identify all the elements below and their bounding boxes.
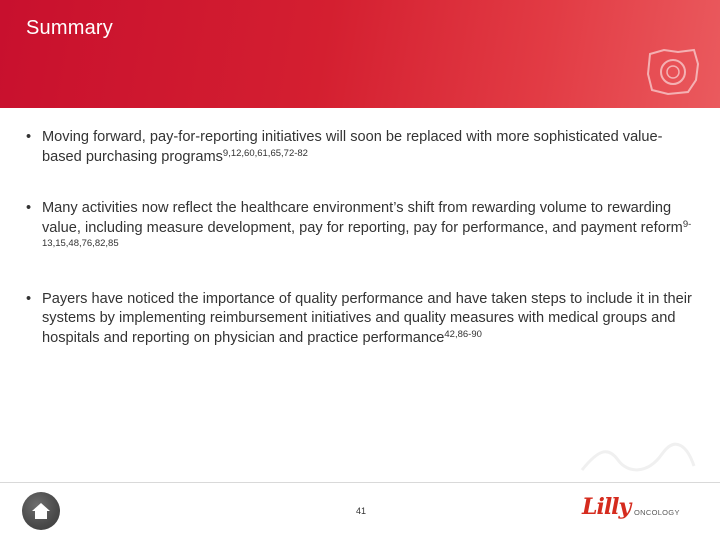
bullet-text: Moving forward, pay-for-reporting initiatives will soon be replaced with more sophisticated value-based purchasing programs [42,129,663,165]
reference-superscript: 9-13,15,48,76,82,85 [42,218,692,249]
bullet-item [26,128,698,167]
reference-superscript: 42,86-90 [444,328,482,340]
page-title: Summary [26,17,113,39]
lilly-oncology-logo [582,494,692,524]
bullet-text: Payers have noticed the importance of quality performance and have taken steps to include it in their systems by implementing reimbursement initiatives and quality measures with medical groups and hospitals and reporting on physician and practice performance [42,290,692,346]
bullet-marker: • [26,290,32,307]
seal-emblem-icon [644,46,702,96]
bullet-list [26,126,698,348]
bullet-marker: • [26,200,32,216]
watermark-graphic [578,440,698,476]
footer-divider [0,482,720,483]
logo-wordmark: Lilly [582,494,631,520]
reference-superscript: 9,12,60,61,65,72-82 [222,147,308,159]
home-button[interactable] [22,492,60,530]
bullet-item [26,290,698,349]
bullet-marker: • [26,129,32,145]
page-number: 41 [355,506,366,516]
home-icon [31,501,51,521]
logo-subtitle: ONCOLOGY [634,508,680,517]
bullet-item [26,199,698,258]
bullet-text: Many activities now reflect the healthcare environment’s shift from rewarding volume to rewarding value, including measure development, pay for reporting, pay for performance, and payment reform [42,200,683,236]
header-banner [0,0,720,108]
